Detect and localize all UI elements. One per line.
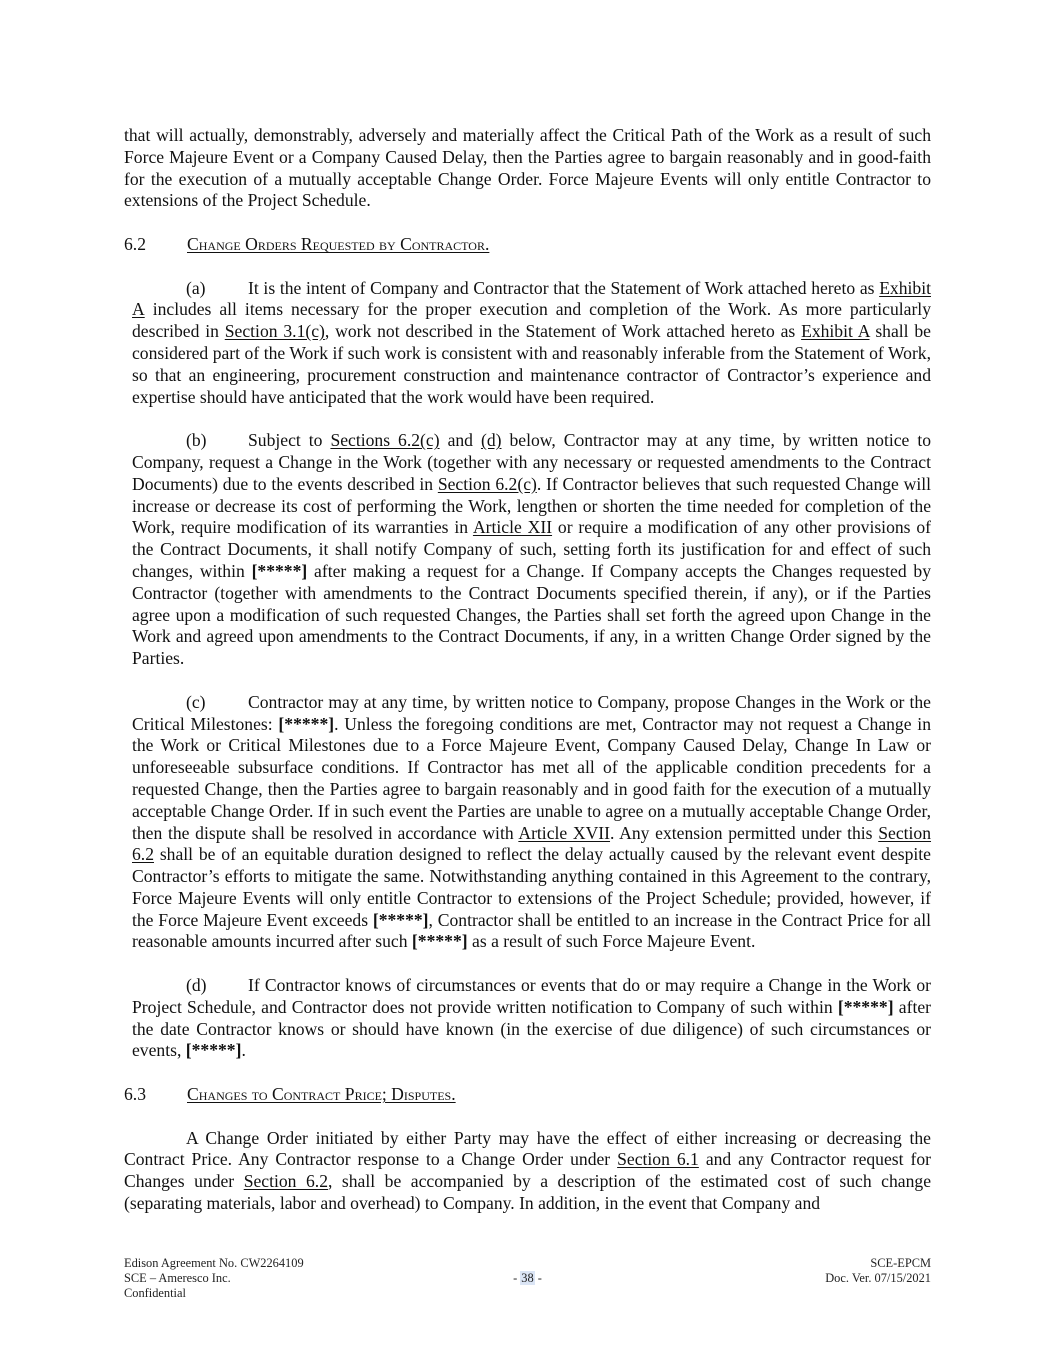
cross-reference-link[interactable]: Exhibit A (801, 321, 870, 342)
document-body (124, 125, 931, 1215)
text: and (439, 430, 481, 451)
cross-reference-link[interactable]: Article XVII (518, 822, 611, 843)
agreement-number: Edison Agreement No. CW2264109 (124, 1256, 304, 1270)
text: . Unless the foregoing conditions are met, Contractor may not request a Change in the Work or Critical Milestones due to a Force Majeure Event, Company Caused Delay, Change In Law or unforeseeable subsurface conditions. If Contractor has met all of the applicable condition precedents for a requested Change, then the Parties agree to bargain reasonably and in good faith for the execution of a mutually acceptable Change Order. If in such event the Parties are unable to agree on a mutually acceptable Change Order, then the dispute shall be resolved in accordance with (132, 713, 931, 843)
subsection-label: (a) (186, 277, 206, 298)
text: after making a request for a Change. If Company accepts the Changes requested by Contractor (together with amendments to the Contract Documents specified therein, if any), or if the Parties agree upon a modification of such requested Changes, the Parties shall set forth the agreed upon Change in the Work and agreed upon amendments to the Contract Documents, if any, in a written Change Order signed by the Parties. (132, 560, 931, 669)
text: Contractor may at any time, by written notice to Company, propose Changes in the Work or the Critical Milestones: (132, 691, 931, 734)
redaction-marker: [*****] (372, 909, 429, 930)
text: , work not described in the Statement of Work attached hereto as (324, 321, 802, 342)
redaction-marker: [*****] (278, 713, 335, 734)
text: It is the intent of Company and Contractor that the Statement of Work attached hereto as (248, 277, 880, 298)
text: . (241, 1040, 246, 1061)
cross-reference-link[interactable]: (d) (480, 430, 502, 451)
page-prefix: - (513, 1271, 521, 1285)
subsection-label: (c) (186, 691, 206, 712)
page-number-value: 38 (521, 1271, 534, 1285)
text: shall be of an equitable duration designed to reflect the delay actually caused by the relevant event despite Contractor’s efforts to mitigate the same. Notwithstanding anything contained in this Agreement to the contrary, Force Majeure Events will only entitle Contractor to extensions of the Project Schedule; provided, however, if the Force Majeure Event exceeds (132, 844, 931, 930)
text: , shall be accompanied by a description of the estimated cost of such change (separating materials, labor and overhead) to Company. In addition, in the event that Company and (124, 1171, 932, 1214)
subsection-b (132, 430, 931, 670)
cross-reference-link[interactable]: Section 6.2(c) (437, 473, 537, 494)
confidential-label: Confidential (124, 1286, 186, 1300)
document-version: Doc. Ver. 07/15/2021 (825, 1271, 931, 1285)
redaction-marker: [*****] (251, 560, 308, 581)
subsection-d (132, 975, 931, 1062)
cross-reference-link[interactable]: Exhibit A (132, 277, 931, 320)
text: as a result of such Force Majeure Event. (467, 931, 756, 952)
text: If Contractor knows of circumstances or events that do or may require a Change in the Work or Project Schedule, and Contractor does not provide written notification to Company of such within (132, 975, 931, 1017)
cross-reference-link[interactable]: Section 6.2 (243, 1171, 328, 1192)
cross-reference-link[interactable]: Sections 6.2(c) (330, 430, 440, 451)
text: below, Contractor may at any time, by written notice to Company, request a Change in the Work (together with any necessary or requested amendments to the Contract Documents) due to the events described in (132, 430, 932, 494)
page-suffix: - (534, 1271, 542, 1285)
page-number (124, 1271, 931, 1286)
section-number: 6.3 (124, 1084, 146, 1105)
document-code: SCE-EPCM (870, 1256, 931, 1270)
section-title: Change Orders Requested by Contractor. (187, 233, 490, 254)
section-6-2-heading (124, 234, 931, 256)
subsection-a (132, 278, 931, 409)
text: . Any extension permitted under this (610, 822, 879, 843)
redaction-marker: [*****] (837, 996, 894, 1017)
cross-reference-link[interactable]: Article XII (472, 517, 553, 538)
subsection-label: (b) (186, 430, 207, 451)
text: A Change Order initiated by either Party may have the effect of either increasing or decreasing the Contract Price. Any Contractor response to a Change Order under (124, 1127, 931, 1170)
text: Subject to (248, 430, 331, 451)
section-number: 6.2 (124, 233, 146, 254)
redaction-marker: [*****] (185, 1040, 242, 1061)
footer-right (825, 1256, 931, 1286)
text: includes all items necessary for the proper execution and completion of the Work. As more particularly described in (132, 299, 931, 342)
continuation-text: that will actually, demonstrably, adversely and materially affect the Critical Path of the Work as a result of such Force Majeure Event or a Company Caused Delay, then the Parties agree to bargain reasonably and in good-faith for the execution of a mutually acceptable Change Order. Force Majeure Events will only entitle Contractor to extensions of the Project Schedule. (124, 125, 931, 211)
cross-reference-link[interactable]: Section 6.1 (617, 1149, 699, 1170)
parties: SCE – Ameresco Inc. (124, 1271, 231, 1285)
text: , Contractor shall be entitled to an increase in the Contract Price for all reasonable amounts incurred after such (132, 909, 932, 952)
text: after the date Contractor knows or should have known (in the exercise of due diligence) of such circumstances or events, (132, 996, 932, 1061)
section-6-3-paragraph (124, 1128, 931, 1215)
text: and any Contractor request for Changes under (124, 1149, 931, 1192)
text: shall be considered part of the Work if such work is consistent with and reasonably inferable from the Statement of Work, so that an engineering, procurement construction and maintenance contractor of Contractor’s experience and expertise should have anticipated that the work would have been required. (132, 321, 931, 407)
cross-reference-link[interactable]: Section 3.1(c) (224, 321, 325, 342)
cross-reference-link[interactable]: Section 6.2 (132, 822, 932, 865)
section-title: Changes to Contract Price; Disputes. (187, 1084, 456, 1105)
text: or require a modification of any other provisions of the Contract Documents, it shall notify Company of such, setting forth its justification for and effect of such changes, within (132, 517, 932, 581)
subsection-label: (d) (186, 975, 207, 996)
section-6-3-heading (124, 1084, 931, 1106)
redaction-marker: [*****] (411, 931, 468, 952)
continuation-paragraph (124, 125, 931, 212)
text: . If Contractor believes that such requested Change will increase or decrease its cost of performing the Work, lengthen or shorten the time needed for completion of the Work, require modification of its warranties in (132, 473, 931, 538)
subsection-c (132, 692, 931, 954)
